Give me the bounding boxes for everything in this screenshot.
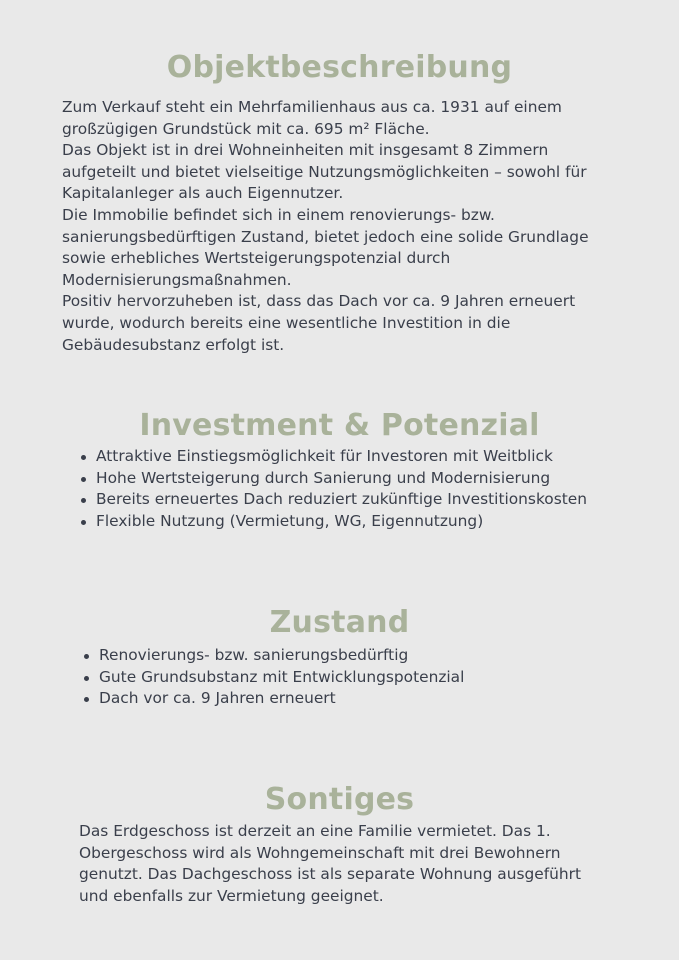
section-title-sontiges: Sontiges	[264, 782, 415, 817]
objekt-paragraph: Das Objekt ist in drei Wohneinheiten mit insgesamt 8 Zimmern aufgeteilt und bietet vielseitige Nutzungsmöglichkeiten – sowohl für Kapitalanleger als auch Eigennutzer.	[62, 141, 587, 203]
section-title-zustand: Zustand	[269, 605, 410, 640]
list-item: Bereits erneuertes Dach reduziert zukünftige Investitionskosten	[78, 489, 587, 511]
list-item: Attraktive Einstiegsmöglichkeit für Investoren mit Weitblick	[78, 446, 587, 468]
sontiges-description	[79, 821, 609, 907]
objekt-paragraph: Die Immobilie befindet sich in einem renovierungs- bzw. sanierungsbedürftigen Zustand, bietet jedoch eine solide Grundlage sowie erhebliches Wertsteigerungspotenzial durch Modernisierungsmaßnahmen.	[62, 205, 589, 289]
investment-list	[78, 446, 587, 532]
section-title-objektbeschreibung: Objektbeschreibung	[166, 50, 513, 85]
zustand-list	[81, 645, 464, 710]
objekt-paragraph: Positiv hervorzuheben ist, dass das Dach vor ca. 9 Jahren erneuert wurde, wodurch bereits eine wesentliche Investition in die Gebäudesubstanz erfolgt ist.	[62, 292, 576, 354]
list-item: Dach vor ca. 9 Jahren erneuert	[81, 688, 464, 710]
objekt-paragraph: Zum Verkauf steht ein Mehrfamilienhaus aus ca. 1931 auf einem großzügigen Grundstück mit ca. 695 m² Fläche.	[62, 98, 562, 138]
list-item: Flexible Nutzung (Vermietung, WG, Eigennutzung)	[78, 511, 587, 533]
objekt-description	[62, 97, 622, 356]
list-item: Gute Grundsubstanz mit Entwicklungspotenzial	[81, 667, 464, 689]
section-title-investment: Investment & Potenzial	[139, 408, 540, 443]
sontiges-paragraph: Das Erdgeschoss ist derzeit an eine Familie vermietet. Das 1. Obergeschoss wird als Wohngemeinschaft mit drei Bewohnern genutzt. Das Dachgeschoss ist als separate Wohnung ausgeführt und ebenfalls zur Vermietung geeignet.	[79, 822, 582, 905]
list-item: Hohe Wertsteigerung durch Sanierung und Modernisierung	[78, 468, 587, 490]
list-item: Renovierungs- bzw. sanierungsbedürftig	[81, 645, 464, 667]
